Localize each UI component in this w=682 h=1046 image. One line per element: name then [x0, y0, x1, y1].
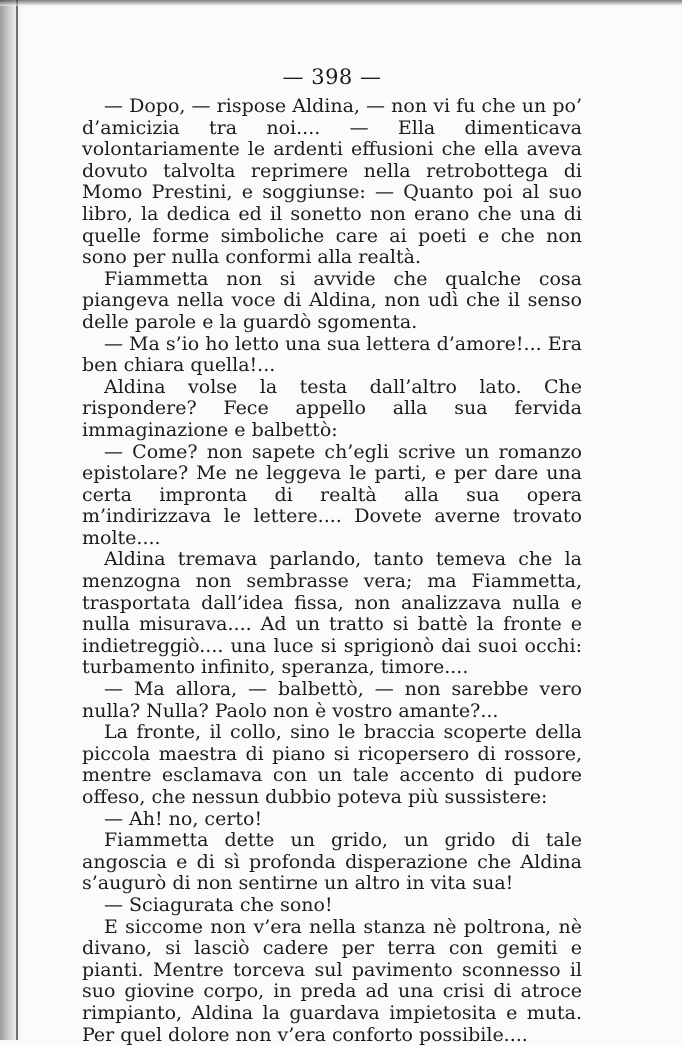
paragraph: — Sciagurata che sono! — [104, 893, 333, 916]
paragraph: Fiammetta dette un grido, un grido di tale angoscia e di sì profonda disperazione che Aldina s’augurò di non sentirne un altro in vita sua! — [82, 829, 582, 895]
page-binding-shadow — [0, 0, 22, 1040]
page-binding-edge — [16, 0, 18, 1040]
page-number: — 398 — — [282, 65, 382, 89]
book-page — [82, 62, 582, 1046]
paragraph: — Ma allora, — balbettò, — non sarebbe vero nulla? Nulla? Paolo non è vostro amante?... — [82, 678, 582, 722]
paragraph: — Ah! no, certo! — [104, 807, 263, 830]
paragraph: — Dopo, — rispose Aldina, — non vi fu che un po’ d’amicizia tra noi.... — Ella dimenticava volontariamente le ardenti effusioni che ella aveva dovuto talvolta reprimere nella retrobottega di Momo Prestini, e soggiunse: — Quanto poi al suo libro, la dedica ed il sonetto non erano che una di quelle forme simboliche care ai poeti e che non sono per nulla conformi alla realtà. — [82, 95, 582, 269]
paragraph: — Come? non sapete ch’egli scrive un romanzo epistolare? Me ne leggeva le parti, e per dare una certa impronta di realtà alla sua opera m’indirizzava le lettere.... Dovete averne trovato molte.... — [82, 440, 582, 549]
paragraph: Aldina tremava parlando, tanto temeva che la menzogna non sembrasse vera; ma Fiammetta, trasportata dall’idea fissa, non analizzava nulla e nulla misurava.... Ad un tratto si battè la fronte e indietreggiò.... una luce si sprigionò dai suoi occhi: turbamento infinito, speranza, timore.... — [82, 548, 582, 679]
paragraph: — Ma s’io ho letto una sua lettera d’amore!... Era ben chiara quella!... — [82, 332, 582, 377]
paragraph: Aldina volse la testa dall’altro lato. Che rispondere? Fece appello alla sua fervida immaginazione e balbettò: — [82, 375, 582, 441]
paragraph: La fronte, il collo, sino le braccia scoperte della piccola maestra di piano si ricopersero di rossore, mentre esclamava con un tale accento di pudore offeso, che nessun dubbio poteva più sussistere: — [82, 721, 582, 808]
paragraph: E siccome non v’era nella stanza nè poltrona, nè divano, si lasciò cadere per terra con gemiti e pianti. Mentre torceva sul pavimento sconnesso il suo giovine corpo, in preda ad una crisi di atroce rimpianto, Aldina la guardava impietosita e muta. Per quel dolore non v’era conforto possibile.... — [82, 915, 582, 1046]
page-body-text — [82, 96, 582, 1046]
paragraph: Fiammetta non si avvide che qualche cosa piangeva nella voce di Aldina, non udì che il senso delle parole e la guardò sgomenta. — [82, 267, 582, 333]
page-top-shadow — [0, 0, 682, 6]
